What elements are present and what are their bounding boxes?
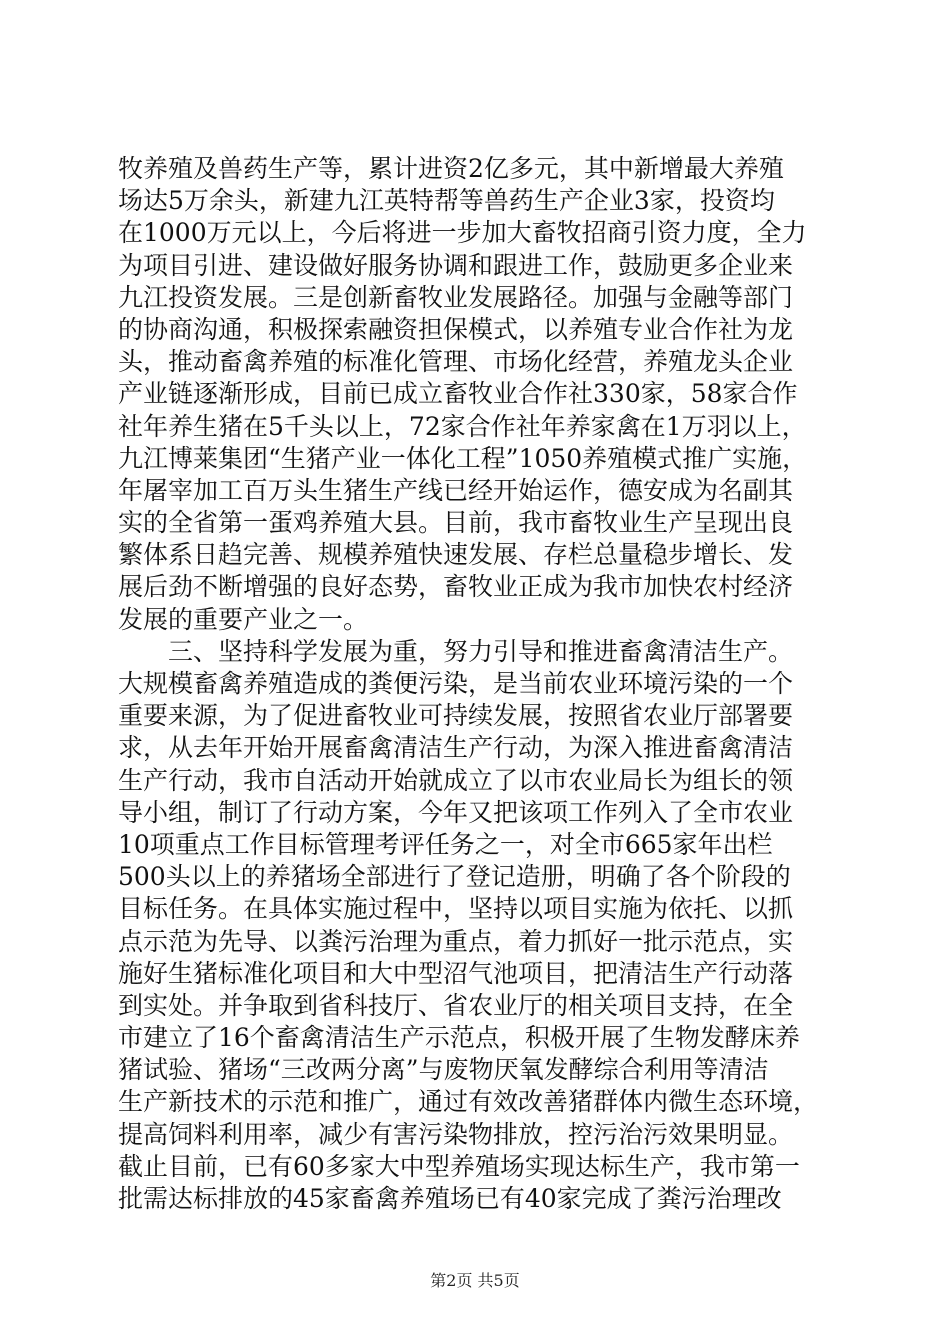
text-line: 大规模畜禽养殖造成的粪便污染，是当前农业环境污染的一个	[118, 669, 794, 698]
text-line: 实的全省第一蛋鸡养殖大县。目前，我市畜牧业生产呈现出良	[118, 508, 794, 538]
text-line: 生产行动，我市自活动开始就成立了以市农业局长为组长的领	[118, 765, 794, 795]
text-line: 年屠宰加工百万头生猪生产线已经开始运作，德安成为名副其	[118, 475, 794, 505]
text-line: 头，推动畜禽养殖的标准化管理、市场化经营，养殖龙头企业	[118, 347, 794, 377]
text-line: 重要来源，为了促进畜牧业可持续发展，按照省农业厅部署要	[118, 701, 794, 731]
text-line: 牧养殖及兽药生产等，累计进资2亿多元，其中新增最大养殖	[118, 154, 784, 183]
text-line: 三、坚持科学发展为重，努力引导和推进畜禽清洁生产。	[118, 636, 794, 666]
text-line: 为项目引进、建设做好服务协调和跟进工作，鼓励更多企业来	[118, 250, 794, 280]
text-line: 社年养生猪在5千头以上，72家合作社年养家禽在1万羽以上，	[118, 411, 807, 441]
text-line: 发展的重要产业之一。	[118, 604, 369, 634]
text-line: 繁体系日趋完善、规模养殖快速发展、存栏总量稳步增长、发	[118, 540, 794, 570]
text-line: 展后劲不断增强的良好态势，畜牧业正成为我市加快农村经济	[118, 572, 794, 602]
page-footer: 第2页 共5页	[430, 1271, 520, 1290]
text-line: 500头以上的养猪场全部进行了登记造册，明确了各个阶段的	[118, 862, 791, 892]
text-line: 猪试验、猪场“三改两分离”与废物厌氧发酵综合利用等清洁	[118, 1055, 769, 1085]
text-line: 求，从去年开始开展畜禽清洁生产行动，为深入推进畜禽清洁	[118, 733, 794, 763]
text-line: 在1000万元以上，今后将进一步加大畜牧招商引资力度，全力	[118, 218, 807, 248]
text-line: 到实处。并争取到省科技厅、省农业厅的相关项目支持，在全	[118, 990, 794, 1020]
text-line: 九江投资发展。三是创新畜牧业发展路径。加强与金融等部门	[118, 282, 794, 312]
text-line: 场达5万余头，新建九江英特帮等兽药生产企业3家，投资均	[118, 186, 775, 216]
text-line: 九江博莱集团“生猪产业一体化工程”1050养殖模式推广实施，	[118, 443, 808, 473]
text-line: 生产新技术的示范和推广，通过有效改善猪群体内微生态环境，	[118, 1087, 819, 1117]
text-line: 产业链逐渐形成，目前已成立畜牧业合作社330家，58家合作	[118, 379, 798, 409]
text-line: 市建立了16个畜禽清洁生产示范点，积极开展了生物发酵床养	[118, 1023, 800, 1053]
text-line: 的协商沟通，积极探索融资担保模式，以养殖专业合作社为龙	[118, 314, 794, 344]
text-line: 目标任务。在具体实施过程中，坚持以项目实施为依托、以抓	[118, 894, 794, 924]
text-line: 施好生猪标准化项目和大中型沼气池项目，把清洁生产行动落	[118, 958, 794, 988]
text-line: 导小组，制订了行动方案，今年又把该项工作列入了全市农业	[118, 797, 794, 827]
body-text	[118, 153, 838, 1215]
text-line: 批需达标排放的45家畜禽养殖场已有40家完成了粪污治理改	[118, 1184, 782, 1213]
text-line: 截止目前，已有60多家大中型养殖场实现达标生产，我市第一	[118, 1151, 800, 1181]
text-line: 提高饲料利用率，减少有害污染物排放，控污治污效果明显。	[118, 1119, 794, 1149]
text-line: 点示范为先导、以粪污治理为重点，着力抓好一批示范点，实	[118, 926, 794, 956]
text-line: 10项重点工作目标管理考评任务之一，对全市665家年出栏	[118, 829, 773, 859]
